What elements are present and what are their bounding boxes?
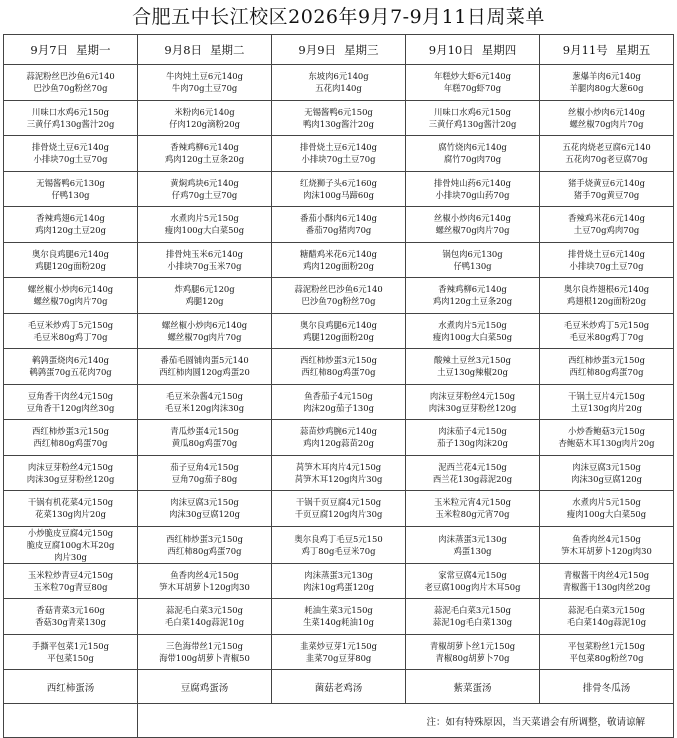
dish-name: 青椒胡萝卜丝1元150g — [429, 640, 516, 651]
menu-cell — [540, 278, 674, 314]
dish-name: 玉米粒炒青豆4元150g — [27, 569, 114, 580]
dish-name: 韭菜炒豆芽1元150g — [300, 640, 377, 651]
dish-name: 家常豆腐4元150g — [438, 569, 507, 580]
menu-cell — [540, 599, 674, 635]
menu-cell — [4, 207, 138, 243]
menu-cell — [406, 634, 540, 670]
dish-name: 糖醋鸡米花6元140g — [300, 248, 377, 259]
dish-name: 腐竹烧肉6元140g — [438, 142, 507, 153]
menu-cell — [138, 207, 272, 243]
menu-cell — [272, 599, 406, 635]
menu-cell — [406, 384, 540, 420]
menu-row — [4, 207, 674, 243]
menu-cell — [406, 491, 540, 527]
dish-ingredients: 螺丝椒70g肉片70g — [33, 296, 108, 307]
dish-name: 泥西兰花4元150g — [438, 461, 507, 472]
menu-cell — [540, 384, 674, 420]
dish-ingredients: 青椒80g胡萝卜70g — [435, 652, 510, 663]
dish-ingredients: 青椒酱干130g肉丝20g — [562, 581, 651, 592]
menu-cell — [272, 455, 406, 491]
dish-name: 葱爆羊肉6元140g — [572, 71, 641, 82]
dish-ingredients: 茄子130g肉沫20g — [437, 438, 508, 449]
menu-cell — [272, 65, 406, 101]
dish-ingredients: 五花肉70g老豆腐70g — [565, 154, 648, 165]
dish-ingredients: 笋木耳胡萝卜120g肉30 — [159, 581, 250, 592]
menu-cell — [540, 100, 674, 136]
dish-ingredients: 小排块70g土豆70g — [301, 154, 376, 165]
dish-ingredients: 莴笋木耳120g肉片30g — [294, 473, 383, 484]
dish-name: 肉沫豆芽粉丝4元150g — [27, 461, 114, 472]
menu-cell — [272, 136, 406, 172]
menu-cell — [272, 420, 406, 456]
dish-name: 猪手烧黄豆6元140g — [568, 177, 645, 188]
menu-cell — [138, 242, 272, 278]
dish-name: 肉沫蒸蛋3元130g — [438, 533, 507, 544]
dish-name: 豆角香干肉丝4元150g — [27, 390, 114, 401]
menu-cell — [406, 100, 540, 136]
menu-row — [4, 313, 674, 349]
dish-name: 香辣鸡柳6元140g — [170, 142, 239, 153]
page-title: 合肥五中长江校区2026年9月7-9月11日周菜单 — [132, 6, 545, 28]
dish-ingredients: 肉沫30g豆腐120g — [169, 509, 240, 520]
dish-ingredients: 螺丝椒70g肉片70g — [435, 225, 510, 236]
dish-name: 排骨烧土豆6元140g — [32, 142, 109, 153]
menu-row — [4, 599, 674, 635]
dish-ingredients: 香菇30g青菜130g — [35, 617, 106, 628]
dish-name: 黄焖鸡块6元140g — [170, 177, 239, 188]
dish-ingredients: 五花肉140g — [315, 83, 362, 94]
header-row — [4, 35, 674, 65]
menu-row — [4, 242, 674, 278]
dish-ingredients: 仔肉120g滴粉20g — [169, 118, 240, 129]
menu-cell — [4, 526, 138, 563]
dish-ingredients: 小排块70g山药70g — [435, 189, 510, 200]
menu-cell — [4, 455, 138, 491]
dish-ingredients: 土豆130g辣椒20g — [437, 367, 508, 378]
dish-name: 蒜泥粉丝巴沙鱼6元140 — [26, 71, 115, 82]
dish-ingredients: 西红柿80g鸡蛋70g — [569, 367, 644, 378]
menu-cell — [138, 563, 272, 599]
dish-ingredients: 瘦肉100g大白菜50g — [566, 509, 647, 520]
menu-row — [4, 100, 674, 136]
dish-name: 玉米粒元宵4元150g — [434, 497, 511, 508]
dish-name: 丝椒小炒肉6元140g — [568, 106, 645, 117]
dish-ingredients: 猪手70g黄豆70g — [573, 189, 640, 200]
menu-cell — [272, 563, 406, 599]
dish-ingredients: 鸡肉120g土豆20g — [35, 225, 106, 236]
menu-cell — [138, 313, 272, 349]
dish-ingredients: 仔鸡70g土豆70g — [171, 189, 238, 200]
dish-ingredients: 玉米粒70g青豆80g — [33, 581, 108, 592]
dish-ingredients: 三黄仔鸡130g酱汁20g — [26, 118, 115, 129]
dish-ingredients: 鸡蛋130g — [453, 545, 492, 556]
menu-cell — [540, 349, 674, 385]
dish-ingredients: 黄瓜80g鸡蛋70g — [171, 438, 238, 449]
menu-cell — [406, 599, 540, 635]
dish-name: 锅包肉6元130g — [442, 248, 503, 259]
dish-ingredients: 鸡腿120g面粉20g — [303, 331, 374, 342]
menu-cell — [540, 420, 674, 456]
dish-name: 酸辣土豆丝3元150g — [434, 355, 511, 366]
menu-cell — [540, 491, 674, 527]
dish-name: 肉沫豆腐3元150g — [170, 497, 239, 508]
menu-cell — [406, 526, 540, 563]
menu-row — [4, 526, 674, 563]
dish-ingredients: 豆角香干120g肉丝30g — [26, 402, 115, 413]
dish-ingredients: 鸭肉130g酱汁20g — [303, 118, 374, 129]
dish-name: 无锡酱鸭6元130g — [36, 177, 105, 188]
soup-cell: 紫菜蛋汤 — [406, 670, 540, 704]
menu-cell — [138, 420, 272, 456]
menu-cell — [272, 242, 406, 278]
dish-name: 蒜泥毛白菜3元150g — [166, 605, 243, 616]
menu-row — [4, 634, 674, 670]
menu-cell — [4, 384, 138, 420]
dish-ingredients: 西兰花130g蒜泥20g — [432, 473, 513, 484]
dish-name: 蒜泥粉丝巴沙鱼6元140 — [294, 284, 383, 295]
menu-cell — [4, 100, 138, 136]
menu-row — [4, 65, 674, 101]
dish-name: 西红柿炒蛋3元150g — [568, 355, 645, 366]
menu-cell — [406, 420, 540, 456]
dish-ingredients: 番茄70g猪肉70g — [305, 225, 372, 236]
menu-cell — [4, 634, 138, 670]
dish-ingredients: 千页豆腐120g肉片30g — [294, 509, 383, 520]
dish-name: 番茄小酥肉6元140g — [300, 213, 377, 224]
dish-name: 螺丝椒小炒肉6元140g — [27, 284, 114, 295]
dish-ingredients: 鸡肉120g面粉20g — [303, 260, 374, 271]
menu-cell — [540, 526, 674, 563]
dish-name: 平包菜粉丝1元150g — [568, 640, 645, 651]
soup-cell: 菌菇老鸡汤 — [272, 670, 406, 704]
dish-ingredients: 牛肉70g土豆70g — [171, 83, 238, 94]
menu-cell — [138, 599, 272, 635]
menu-cell — [4, 349, 138, 385]
menu-cell — [4, 491, 138, 527]
menu-cell — [138, 526, 272, 563]
dish-name: 番茄毛圆铺肉蛋5元140 — [160, 355, 249, 366]
dish-ingredients: 毛豆米80g鸡丁70g — [569, 331, 644, 342]
menu-cell — [4, 420, 138, 456]
menu-row — [4, 384, 674, 420]
menu-cell — [272, 313, 406, 349]
dish-ingredients: 韭菜70g豆芽80g — [305, 652, 372, 663]
dish-name: 排骨炖山药6元140g — [434, 177, 511, 188]
menu-cell — [406, 65, 540, 101]
dish-ingredients: 年糕70g虾70g — [443, 83, 502, 94]
dish-name: 蒜泥毛白菜3元150g — [434, 605, 511, 616]
day-header: 9月7日 星期一 — [4, 35, 138, 65]
footer-note: 注：如有特殊原因，当天菜谱会有所调整，敬请谅解 — [138, 704, 674, 738]
soup-row — [4, 670, 674, 704]
dish-ingredients: 杏鲍菇木耳130g肉片20g — [558, 438, 655, 449]
dish-name: 蒜苗炒鸡腕6元140g — [300, 426, 377, 437]
menu-cell — [272, 207, 406, 243]
dish-name: 香辣鸡翅6元140g — [36, 213, 105, 224]
dish-ingredients: 仔鸭130g — [453, 260, 492, 271]
menu-cell — [138, 349, 272, 385]
menu-row — [4, 278, 674, 314]
dish-ingredients: 毛豆米120g肉沫30g — [164, 402, 245, 413]
dish-ingredients: 肉沫100g马蹄60g — [303, 189, 374, 200]
dish-name: 炸鸡腿6元120g — [174, 284, 235, 295]
menu-cell — [272, 349, 406, 385]
dish-name: 东坡肉6元140g — [308, 71, 369, 82]
dish-name: 香辣鸡柳6元140g — [438, 284, 507, 295]
menu-cell — [272, 634, 406, 670]
menu-cell — [272, 100, 406, 136]
menu-cell — [138, 278, 272, 314]
dish-name: 毛豆米炒鸡丁5元150g — [27, 319, 114, 330]
menu-row — [4, 171, 674, 207]
dish-name: 肉沫蒸蛋3元130g — [304, 569, 373, 580]
menu-cell — [138, 634, 272, 670]
dish-name: 鱼香肉丝4元150g — [170, 569, 239, 580]
dish-name: 干锅土豆片4元150g — [568, 390, 645, 401]
soup-cell: 排骨冬瓜汤 — [540, 670, 674, 704]
dish-name: 丝椒小炒肉6元140g — [434, 213, 511, 224]
soup-cell: 豆腐鸡蛋汤 — [138, 670, 272, 704]
dish-name: 小炒脆皮豆腐4元150g — [27, 527, 114, 538]
dish-name: 无锡酱鸭6元150g — [304, 106, 373, 117]
dish-ingredients: 花菜130g肉片20g — [35, 509, 106, 520]
dish-name: 西红柿炒蛋3元150g — [32, 426, 109, 437]
menu-row — [4, 563, 674, 599]
dish-ingredients: 鸡肉120g土豆条20g — [164, 154, 245, 165]
dish-ingredients: 三黄仔鸡130g酱汁20g — [428, 118, 517, 129]
dish-ingredients: 肉沫20g茄子130g — [303, 402, 374, 413]
menu-cell — [540, 171, 674, 207]
dish-ingredients: 毛白菜140g蒜泥10g — [164, 617, 245, 628]
dish-name: 排骨炖玉米6元140g — [166, 248, 243, 259]
dish-ingredients: 肉片30g — [54, 551, 87, 562]
dish-ingredients: 西红柿80g鸡蛋70g — [33, 438, 108, 449]
dish-name: 年糕炒大虾6元140g — [434, 71, 511, 82]
dish-ingredients: 鹌鹑蛋70g五花肉70g — [29, 367, 112, 378]
dish-ingredients: 羊腿肉80g大葱60g — [569, 83, 644, 94]
day-header: 9月9日 星期三 — [272, 35, 406, 65]
dish-name: 肉沫豆腐3元150g — [572, 461, 641, 472]
menu-cell — [4, 171, 138, 207]
dish-ingredients: 鸡腿120g — [185, 296, 224, 307]
dish-name: 三色海带丝1元150g — [166, 640, 243, 651]
menu-cell — [406, 171, 540, 207]
dish-ingredients: 螺丝椒70g肉片70g — [569, 118, 644, 129]
dish-name: 香辣鸡米花6元140g — [568, 213, 645, 224]
menu-row — [4, 136, 674, 172]
dish-name: 西红柿炒蛋3元150g — [300, 355, 377, 366]
menu-cell — [138, 491, 272, 527]
dish-ingredients: 巴沙鱼70g粉丝70g — [301, 296, 376, 307]
dish-name: 手撕平包菜1元150g — [32, 640, 109, 651]
weekly-menu-table — [3, 34, 674, 738]
note-row — [4, 704, 674, 738]
menu-cell — [4, 136, 138, 172]
dish-ingredients: 毛豆米80g鸡丁70g — [33, 331, 108, 342]
menu-cell — [540, 136, 674, 172]
menu-cell — [272, 278, 406, 314]
dish-ingredients: 西红柿80g鸡蛋70g — [167, 545, 242, 556]
dish-name: 川味口水鸡6元150g — [32, 106, 109, 117]
dish-ingredients: 平包菜80g粉丝70g — [569, 652, 644, 663]
day-header: 9月11号 星期五 — [540, 35, 674, 65]
dish-ingredients: 巴沙鱼70g粉丝70g — [33, 83, 108, 94]
dish-name: 奥尔良鸡腿6元140g — [300, 319, 377, 330]
menu-cell — [4, 242, 138, 278]
menu-cell — [406, 349, 540, 385]
menu-cell — [540, 242, 674, 278]
dish-ingredients: 肉沫30g豆腐120g — [571, 473, 642, 484]
dish-ingredients: 瘦肉100g大白菜50g — [432, 331, 513, 342]
day-header: 9月8日 星期二 — [138, 35, 272, 65]
dish-ingredients: 脆皮豆腐100g木耳20g — [26, 539, 115, 550]
menu-cell — [540, 313, 674, 349]
menu-cell — [272, 171, 406, 207]
menu-cell — [406, 136, 540, 172]
dish-ingredients: 肉沫10g鸡蛋120g — [303, 581, 374, 592]
dish-name: 毛豆米杂酱4元150g — [166, 390, 243, 401]
dish-ingredients: 鸡肉120g蒜苗20g — [303, 438, 374, 449]
dish-name: 肉沫豆芽粉丝4元150g — [429, 390, 516, 401]
menu-cell — [540, 563, 674, 599]
menu-cell — [4, 278, 138, 314]
dish-ingredients: 瘦肉100g大白菜50g — [164, 225, 245, 236]
menu-cell — [406, 563, 540, 599]
dish-name: 奥尔良鸡腿6元140g — [32, 248, 109, 259]
dish-ingredients: 玉米粒80g元宵70g — [435, 509, 510, 520]
dish-name: 水煮肉片5元150g — [170, 213, 239, 224]
menu-cell — [540, 65, 674, 101]
dish-name: 鹌鹑蛋烧肉6元140g — [32, 355, 109, 366]
menu-cell — [406, 242, 540, 278]
menu-cell — [138, 455, 272, 491]
dish-ingredients: 小排块70g玉米70g — [167, 260, 242, 271]
dish-ingredients: 仔鸭130g — [51, 189, 90, 200]
dish-name: 螺丝椒小炒肉6元140g — [161, 319, 248, 330]
menu-cell — [272, 526, 406, 563]
menu-cell — [4, 563, 138, 599]
dish-ingredients: 老豆腐100g肉片木耳50g — [424, 581, 521, 592]
dish-name: 耗油生菜3元150g — [304, 605, 373, 616]
dish-name: 排骨烧土豆6元140g — [300, 142, 377, 153]
menu-cell — [138, 384, 272, 420]
dish-name: 莴笋木耳肉片4元150g — [295, 461, 382, 472]
menu-cell — [138, 100, 272, 136]
menu-row — [4, 491, 674, 527]
menu-cell — [4, 313, 138, 349]
dish-ingredients: 螺丝椒70g肉片70g — [167, 331, 242, 342]
menu-cell — [4, 65, 138, 101]
dish-name: 鱼香茄子4元150g — [304, 390, 373, 401]
dish-name: 小炒香鲍菇3元150g — [568, 426, 645, 437]
menu-cell — [138, 136, 272, 172]
dish-name: 香菇青菜3元160g — [36, 605, 105, 616]
dish-name: 毛豆米炒鸡丁5元150g — [563, 319, 650, 330]
menu-cell — [272, 384, 406, 420]
note-blank-cell — [4, 704, 138, 738]
dish-name: 茄子豆角4元150g — [170, 461, 239, 472]
soup-cell: 西红柿蛋汤 — [4, 670, 138, 704]
dish-ingredients: 小排块70g土豆70g — [33, 154, 108, 165]
menu-cell — [406, 455, 540, 491]
dish-name: 鱼香肉丝4元150g — [572, 533, 641, 544]
dish-ingredients: 小排块70g土豆70g — [569, 260, 644, 271]
dish-name: 川味口水鸡6元150g — [434, 106, 511, 117]
dish-ingredients: 笋木耳胡萝卜120g肉30 — [561, 545, 652, 556]
menu-row — [4, 349, 674, 385]
dish-ingredients: 腐竹70g肉70g — [443, 154, 502, 165]
dish-name: 水煮肉片5元150g — [438, 319, 507, 330]
dish-ingredients: 蒜泥10g毛白菜130g — [432, 617, 513, 628]
dish-ingredients: 豆角70g茄子80g — [171, 473, 238, 484]
dish-ingredients: 土豆70g鸡肉70g — [573, 225, 640, 236]
menu-cell — [406, 278, 540, 314]
menu-row — [4, 420, 674, 456]
dish-name: 西红柿炒蛋3元150g — [166, 533, 243, 544]
menu-row — [4, 455, 674, 491]
dish-name: 红烧狮子头6元160g — [300, 177, 377, 188]
menu-cell — [540, 634, 674, 670]
dish-ingredients: 毛白菜140g蒜泥10g — [566, 617, 647, 628]
dish-name: 青椒酱干肉丝4元150g — [563, 569, 650, 580]
dish-ingredients: 生菜140g耗油10g — [303, 617, 374, 628]
dish-name: 蒜泥毛白菜3元150g — [568, 605, 645, 616]
dish-ingredients: 鸡翅根120g面粉20g — [566, 296, 647, 307]
dish-name: 奥尔良鸡丁毛豆5元150 — [294, 533, 383, 544]
dish-name: 青瓜炒蛋4元150g — [170, 426, 239, 437]
dish-ingredients: 肉沫30g豆芽粉丝120g — [428, 402, 517, 413]
dish-name: 五花肉烧老豆腐6元140 — [562, 142, 651, 153]
dish-ingredients: 西红柿肉圆120g鸡蛋20 — [159, 367, 250, 378]
dish-ingredients: 鸡腿120g面粉20g — [35, 260, 106, 271]
menu-cell — [138, 65, 272, 101]
dish-ingredients: 肉沫30g豆芽粉丝120g — [26, 473, 115, 484]
dish-name: 奥尔良炸翅根6元140g — [563, 284, 650, 295]
dish-ingredients: 西红柿80g鸡蛋70g — [301, 367, 376, 378]
menu-cell — [138, 171, 272, 207]
dish-name: 水煮肉片5元150g — [572, 497, 641, 508]
dish-ingredients: 平包菜150g — [47, 652, 94, 663]
menu-cell — [540, 207, 674, 243]
dish-name: 排骨烧土豆6元140g — [568, 248, 645, 259]
day-header: 9月10日 星期四 — [406, 35, 540, 65]
dish-ingredients: 海带100g胡萝卜青椒50 — [159, 652, 250, 663]
menu-cell — [4, 599, 138, 635]
dish-name: 牛肉炖土豆6元140g — [166, 71, 243, 82]
dish-name: 米粉肉6元140g — [174, 106, 235, 117]
dish-name: 干锅有机花菜4元150g — [27, 497, 114, 508]
menu-cell — [406, 313, 540, 349]
dish-name: 肉沫茄子4元150g — [438, 426, 507, 437]
menu-cell — [272, 491, 406, 527]
dish-name: 干锅千页豆腐4元150g — [295, 497, 382, 508]
menu-cell — [406, 207, 540, 243]
menu-cell — [540, 455, 674, 491]
dish-ingredients: 鸡肉120g土豆条20g — [432, 296, 513, 307]
dish-ingredients: 鸡丁80g毛豆米70g — [301, 545, 376, 556]
dish-ingredients: 土豆130g肉片20g — [571, 402, 642, 413]
